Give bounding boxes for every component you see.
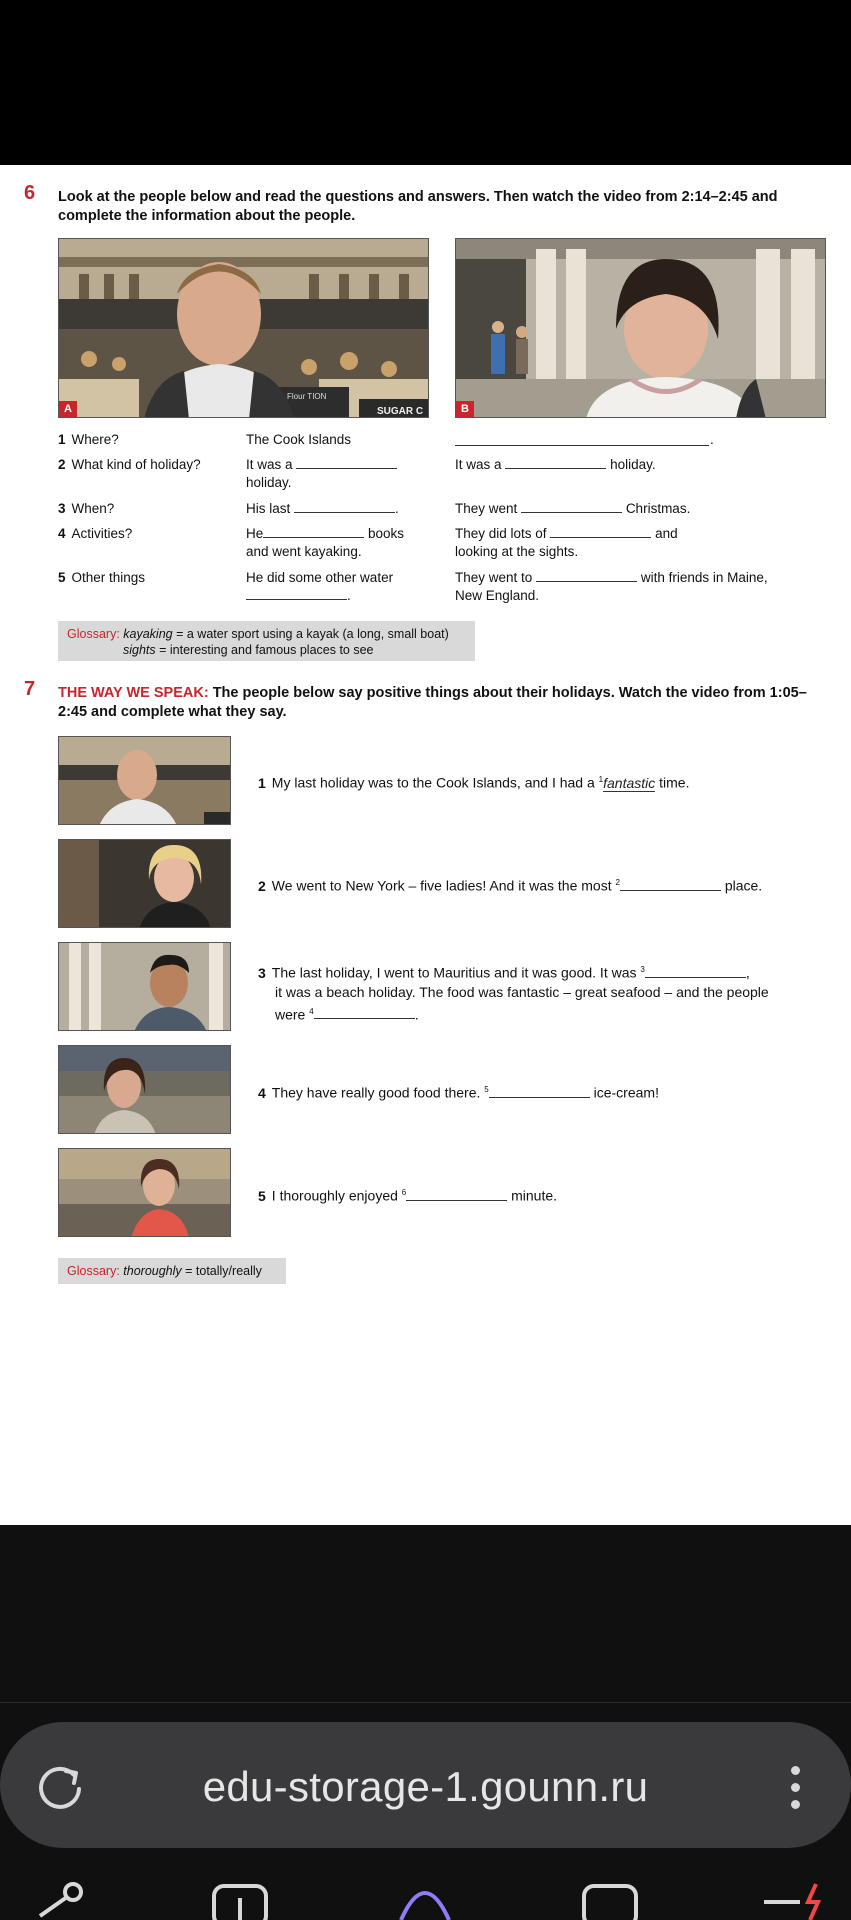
photo-a: [58, 238, 429, 418]
new-tab-icon[interactable]: [210, 1880, 270, 1920]
glossary-box-7: Glossary: thoroughly = totally/really: [58, 1258, 286, 1284]
photo-a-sign: SUGAR C: [377, 406, 424, 417]
exercise-7-number: 7: [24, 678, 36, 700]
blank-6[interactable]: [406, 1188, 507, 1201]
blank-a5[interactable]: [246, 587, 347, 600]
answer-a2: It was a holiday.: [246, 456, 406, 492]
url-text[interactable]: edu-storage-1.gounn.ru: [202, 1763, 649, 1810]
sentence-5: 5 I thoroughly enjoyed $^6$ minute.: [258, 1187, 558, 1204]
blank-b5[interactable]: [536, 569, 637, 582]
answer-a1: The Cook Islands: [246, 432, 352, 447]
thumbnail-2: [58, 839, 231, 928]
thumbnail-5: [58, 1148, 231, 1237]
blank-2[interactable]: [620, 878, 721, 891]
top-black-area: [0, 0, 851, 165]
share-icon[interactable]: [25, 1880, 85, 1920]
blank-3[interactable]: [645, 965, 746, 978]
question-2: 2 What kind of holiday?: [58, 457, 201, 472]
more-menu-icon[interactable]: [780, 1757, 810, 1817]
assistant-icon[interactable]: [395, 1880, 455, 1920]
thumbnail-1: [58, 736, 231, 825]
exercise-6-instruction: Look at the people below and read the questions and answers. Then watch the video from 2:14–2:45 and complete the information about the people.: [58, 189, 778, 224]
sentence-2: 2 We went to New York – five ladies! And it was the most $^2$ place.: [258, 877, 763, 894]
blank-b4[interactable]: [550, 525, 651, 538]
bottom-navigation: [0, 1880, 851, 1920]
answer-a4: He books and went kayaking.: [246, 526, 405, 559]
question-4: 4 Activities?: [58, 526, 133, 541]
document-page: [0, 165, 851, 1525]
sentence-1: 1 My last holiday was to the Cook Islands, and I had a $^1$fantastic time.: [258, 774, 690, 791]
exercise-7-instruction: THE WAY WE SPEAK: The people below say positive things about their holidays. Watch the video from 1:05–2:45 and complete what they say.: [58, 685, 807, 720]
blank-4[interactable]: [314, 1006, 415, 1019]
tabs-icon[interactable]: [580, 1880, 640, 1920]
lightning-menu-icon[interactable]: [760, 1880, 830, 1920]
exercise-6-number: 6: [24, 182, 36, 204]
thumbnail-3: [58, 942, 231, 1031]
divider: [0, 1702, 851, 1703]
photo-a-sign2: Flour TION: [287, 392, 327, 401]
answer-b3: They went Christmas.: [455, 501, 691, 516]
blank-a2[interactable]: [296, 456, 397, 469]
sentence-3: 3 The last holiday, I went to Mauritius and it was good. It was $^3$ , it was a beach holiday. The food was fantastic – great seafood – and the people were $^4$ .: [258, 964, 769, 1023]
question-5: 5 Other things: [58, 570, 146, 585]
blank-a3[interactable]: [294, 500, 395, 513]
photo-b-label: B: [456, 401, 474, 417]
answer-b5: They went to with friends in Maine, New England.: [455, 570, 768, 603]
blank-b3[interactable]: [521, 500, 622, 513]
blank-5[interactable]: [489, 1085, 590, 1098]
glossary-box-6: Glossary: kayaking = a water sport using a kayak (a long, small boat) sights = interesting and famous places to see: [58, 621, 475, 661]
answer-a3: His last .: [246, 501, 399, 516]
thumbnail-4: [58, 1045, 231, 1134]
answer-a5: He did some other water .: [246, 570, 394, 603]
question-3: 3 When?: [58, 501, 115, 516]
question-1: 1 Where?: [58, 432, 119, 447]
photo-a-label: A: [59, 401, 77, 417]
blank-b1[interactable]: [455, 445, 709, 446]
photo-b: [455, 238, 826, 418]
blank-a4[interactable]: [263, 525, 364, 538]
sentence-4: 4 They have really good food there. $^5$ ice-cream!: [258, 1084, 659, 1101]
answer-b4: They did lots of and looking at the sights.: [455, 526, 678, 559]
blank-b2[interactable]: [505, 456, 606, 469]
answer-fantastic[interactable]: fantastic: [603, 774, 656, 791]
answer-b2: It was a holiday.: [455, 457, 656, 472]
answer-b1-end: .: [710, 432, 714, 447]
